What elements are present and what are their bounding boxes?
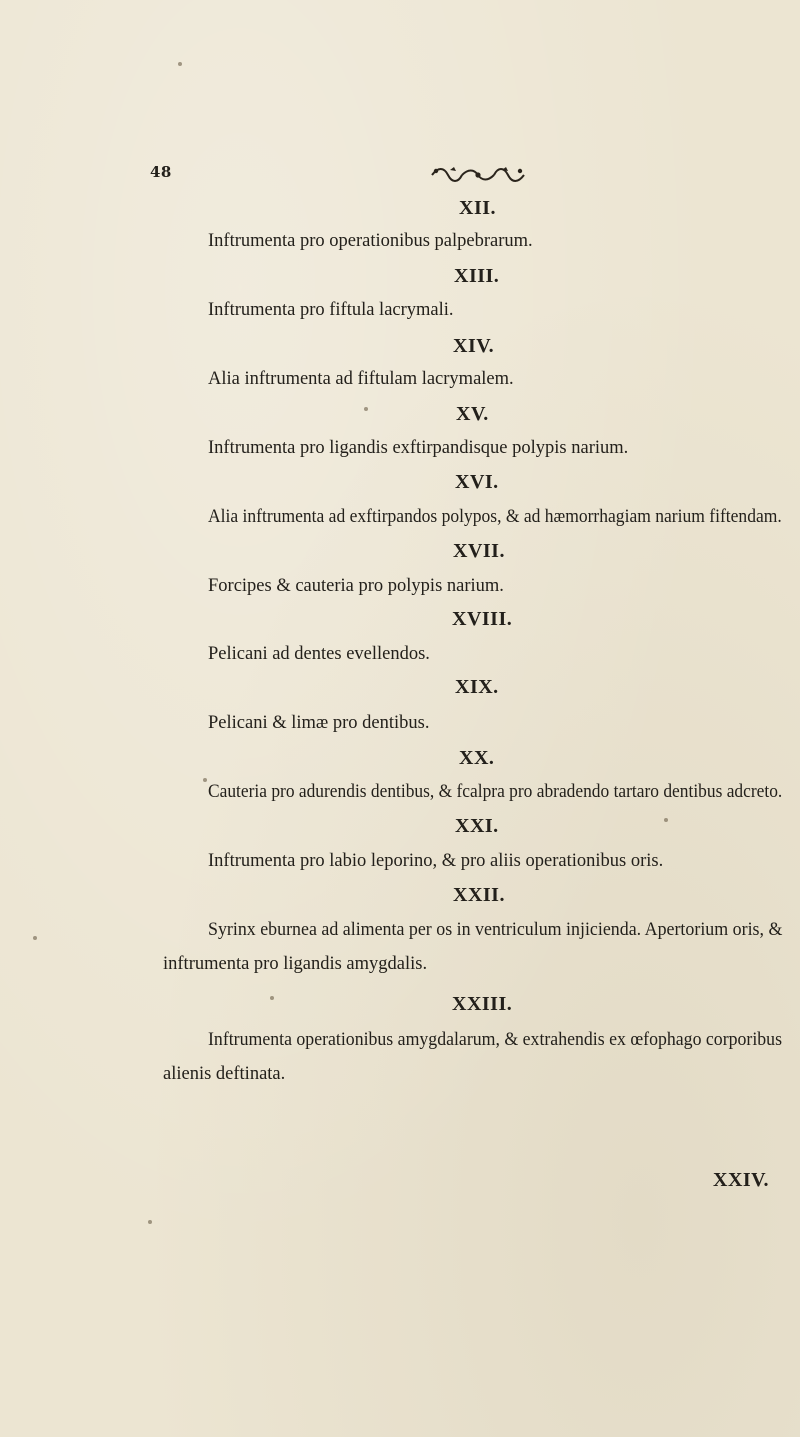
catchword: XXIV. [713, 1169, 770, 1191]
plate-numeral: XXIII. [452, 993, 513, 1015]
paper-speck [33, 936, 37, 940]
plate-description: Alia inftrumenta ad exftirpandos polypos, & ad hæmorrhagiam narium fiftendam. [208, 507, 782, 527]
paper-speck [270, 996, 274, 1000]
plate-numeral: XXII. [453, 884, 505, 906]
plate-description: inftrumenta pro ligandis amygdalis. [163, 954, 428, 974]
plate-description: alienis deftinata. [163, 1064, 286, 1084]
plate-description: Pelicani & limæ pro dentibus. [208, 713, 430, 733]
page-number: 48 [150, 163, 172, 181]
plate-description: Alia inftrumenta ad fiftulam lacrymalem. [208, 369, 514, 389]
plate-numeral: XIX. [455, 676, 499, 698]
paper-speck [203, 778, 207, 782]
plate-description: Inftrumenta pro operationibus palpebrarum. [208, 231, 533, 251]
plate-numeral: XVIII. [452, 608, 513, 630]
plate-description: Cauteria pro adurendis dentibus, & fcalpra pro abradendo tartaro dentibus adcreto. [208, 782, 783, 802]
paper-speck [364, 407, 368, 411]
plate-numeral: XX. [459, 747, 495, 769]
plate-description: Pelicani ad dentes evellendos. [208, 644, 430, 664]
plate-numeral: XV. [456, 403, 489, 425]
plate-numeral: XVI. [455, 471, 499, 493]
plate-description: Forcipes & cauteria pro polypis narium. [208, 576, 504, 596]
paper-speck [664, 818, 668, 822]
plate-description: Inftrumenta pro labio leporino, & pro aliis operationibus oris. [208, 851, 664, 871]
plate-description: Inftrumenta pro fiftula lacrymali. [208, 300, 454, 320]
plate-description: Inftrumenta operationibus amygdalarum, & extrahendis ex œfophago corporibus [208, 1030, 782, 1050]
paper-speck [178, 62, 182, 66]
plate-description: Inftrumenta pro ligandis exftirpandisque polypis narium. [208, 438, 629, 458]
plate-numeral: XVII. [453, 540, 505, 562]
plate-numeral: XIV. [453, 335, 495, 357]
plate-numeral: XIII. [454, 265, 500, 287]
plate-numeral: XII. [459, 197, 497, 219]
paper-speck [148, 1220, 152, 1224]
ornament-icon [428, 164, 528, 186]
plate-numeral: XXI. [455, 815, 499, 837]
plate-description: Syrinx eburnea ad alimenta per os in ventriculum injicienda. Apertorium oris, & [208, 920, 783, 940]
